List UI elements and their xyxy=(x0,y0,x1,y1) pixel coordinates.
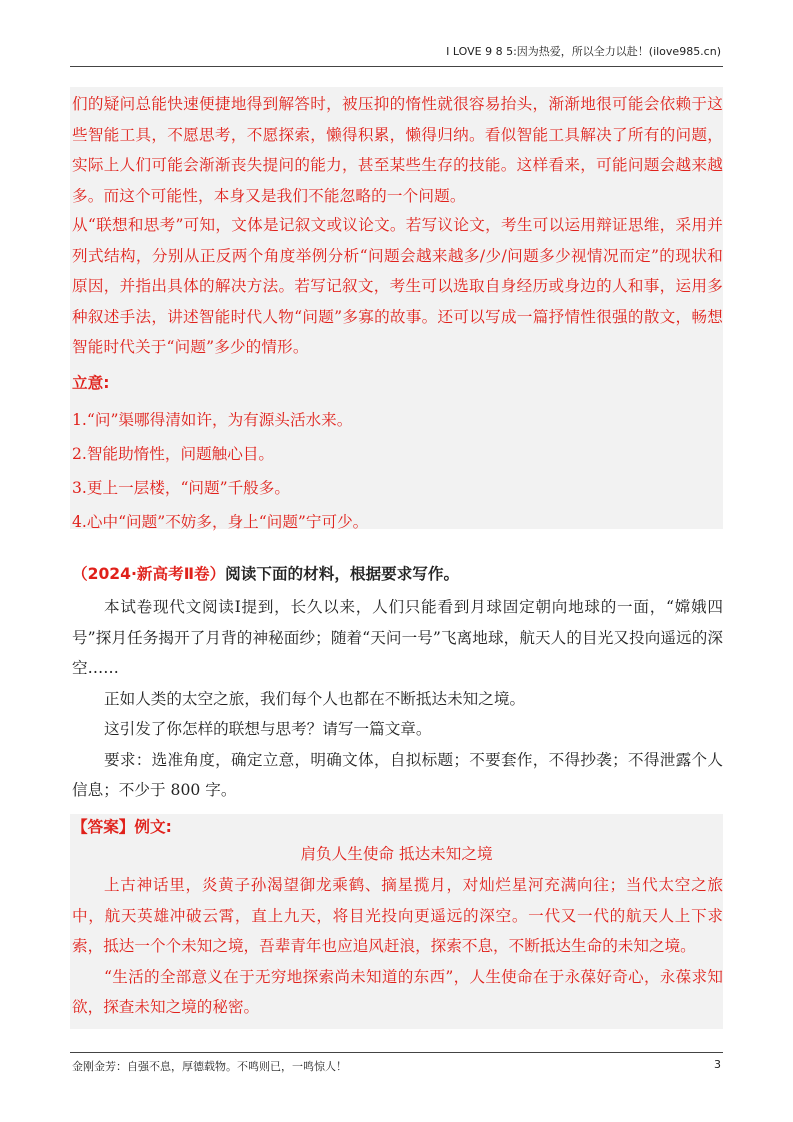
analysis-line: 们的疑问总能快速便捷地得到解答时，被压抑的惰性就很容易抬头，渐渐地很可能会依赖于这 xyxy=(72,95,723,113)
footer-divider xyxy=(70,1052,723,1053)
question-instruction: 阅读下面的材料，根据要求写作。 xyxy=(225,565,460,583)
ideas-list xyxy=(72,403,368,539)
material-paragraph: 本试卷现代文阅读Ⅰ提到，长久以来，人们只能看到月球固定朝向地球的一面，“嫦娥四号”探月任务揭开了月背的神秘面纱；随着“天问一号”飞离地球，航天人的目光又投向遥远的深空…… xyxy=(72,598,723,677)
question-title xyxy=(72,562,459,584)
idea-item: 1.“问”渠哪得清如许，为有源头活水来。 xyxy=(72,411,353,429)
analysis-line: 些智能工具，不愿思考，不愿探索，懒得积累，懒得归纳。看似智能工具解决了所有的问题， xyxy=(72,125,723,144)
material-paragraph: 这引发了你怎样的联想与思考？请写一篇文章。 xyxy=(104,720,432,738)
idea-item: 2.智能助惰性，问题触心目。 xyxy=(72,445,275,463)
material-requirements: 要求：选准角度，确定立意，明确文体，自拟标题；不要套作，不得抄袭；不得泄露个人信息；不少于 800 字。 xyxy=(72,750,723,799)
analysis-block-a xyxy=(72,89,723,211)
ideas-heading: 立意: xyxy=(72,374,110,392)
analysis-line: 智能时代关于“问题”多少的情形。 xyxy=(72,338,309,356)
essay-paragraph: “生活的全部意义在于无穷地探索尚未知道的东西”，人生使命在于永葆好奇心，永葆求知欲，探查未知之境的秘密。 xyxy=(72,967,723,1016)
essay-body xyxy=(72,870,723,1023)
footer-motto: 金刚金芳：自强不息，厚德载物。不鸣则已，一鸣惊人！ xyxy=(72,1060,347,1073)
analysis-line: 种叙述手法，讲述智能时代人物“问题”多寡的故事。还可以写成一篇抒情性很强的散文，畅想 xyxy=(72,307,723,326)
header-text: I LOVE 9 8 5:因为热爱，所以全力以赴！(ilove985.cn) xyxy=(446,45,721,58)
essay-title: 肩负人生使命 抵达未知之境 xyxy=(300,845,493,863)
analysis-line: 从“联想和思考”可知，文体是记叙文或议论文。若写议论文，考生可以运用辩证思维，采用并 xyxy=(72,216,723,234)
analysis-line: 列式结构，分别从正反两个角度举例分析“问题会越来越多/少/问题多少视情况而定”的现状和 xyxy=(72,246,723,265)
essay-paragraph: 上古神话里，炎黄子孙渴望御龙乘鹤、摘星揽月，对灿烂星河充满向往；当代太空之旅中，航天英雄冲破云霄，直上九天，将目光投向更遥远的深空。一代又一代的航天人上下求索，抵达一个个未知之境，吾辈青年也应追风赶浪，探索不息，不断抵达生命的未知之境。 xyxy=(72,876,723,955)
question-material xyxy=(72,592,723,806)
material-paragraph: 正如人类的太空之旅，我们每个人也都在不断抵达未知之境。 xyxy=(104,689,526,708)
idea-item: 3.更上一层楼，“问题”千般多。 xyxy=(72,479,290,497)
answer-heading: 【答案】例文: xyxy=(72,818,172,836)
analysis-line: 实际上人们可能会渐渐丧失提问的能力，甚至某些生存的技能。这样看来，可能问题会越来越 xyxy=(72,156,723,174)
analysis-line: 多。而这个可能性，本身又是我们不能忽略的一个问题。 xyxy=(72,186,466,205)
header-divider xyxy=(70,66,723,67)
analysis-block-b xyxy=(72,210,723,363)
page-number: 3 xyxy=(714,1058,721,1071)
analysis-line: 原因，并指出具体的解决方法。若写记叙文，考生可以选取自身经历或身边的人和事，运用多 xyxy=(72,277,723,295)
idea-item: 4.心中“问题”不妨多，身上“问题”宁可少。 xyxy=(72,513,369,531)
question-source-tag: （2024·新高考Ⅱ卷） xyxy=(72,565,226,583)
